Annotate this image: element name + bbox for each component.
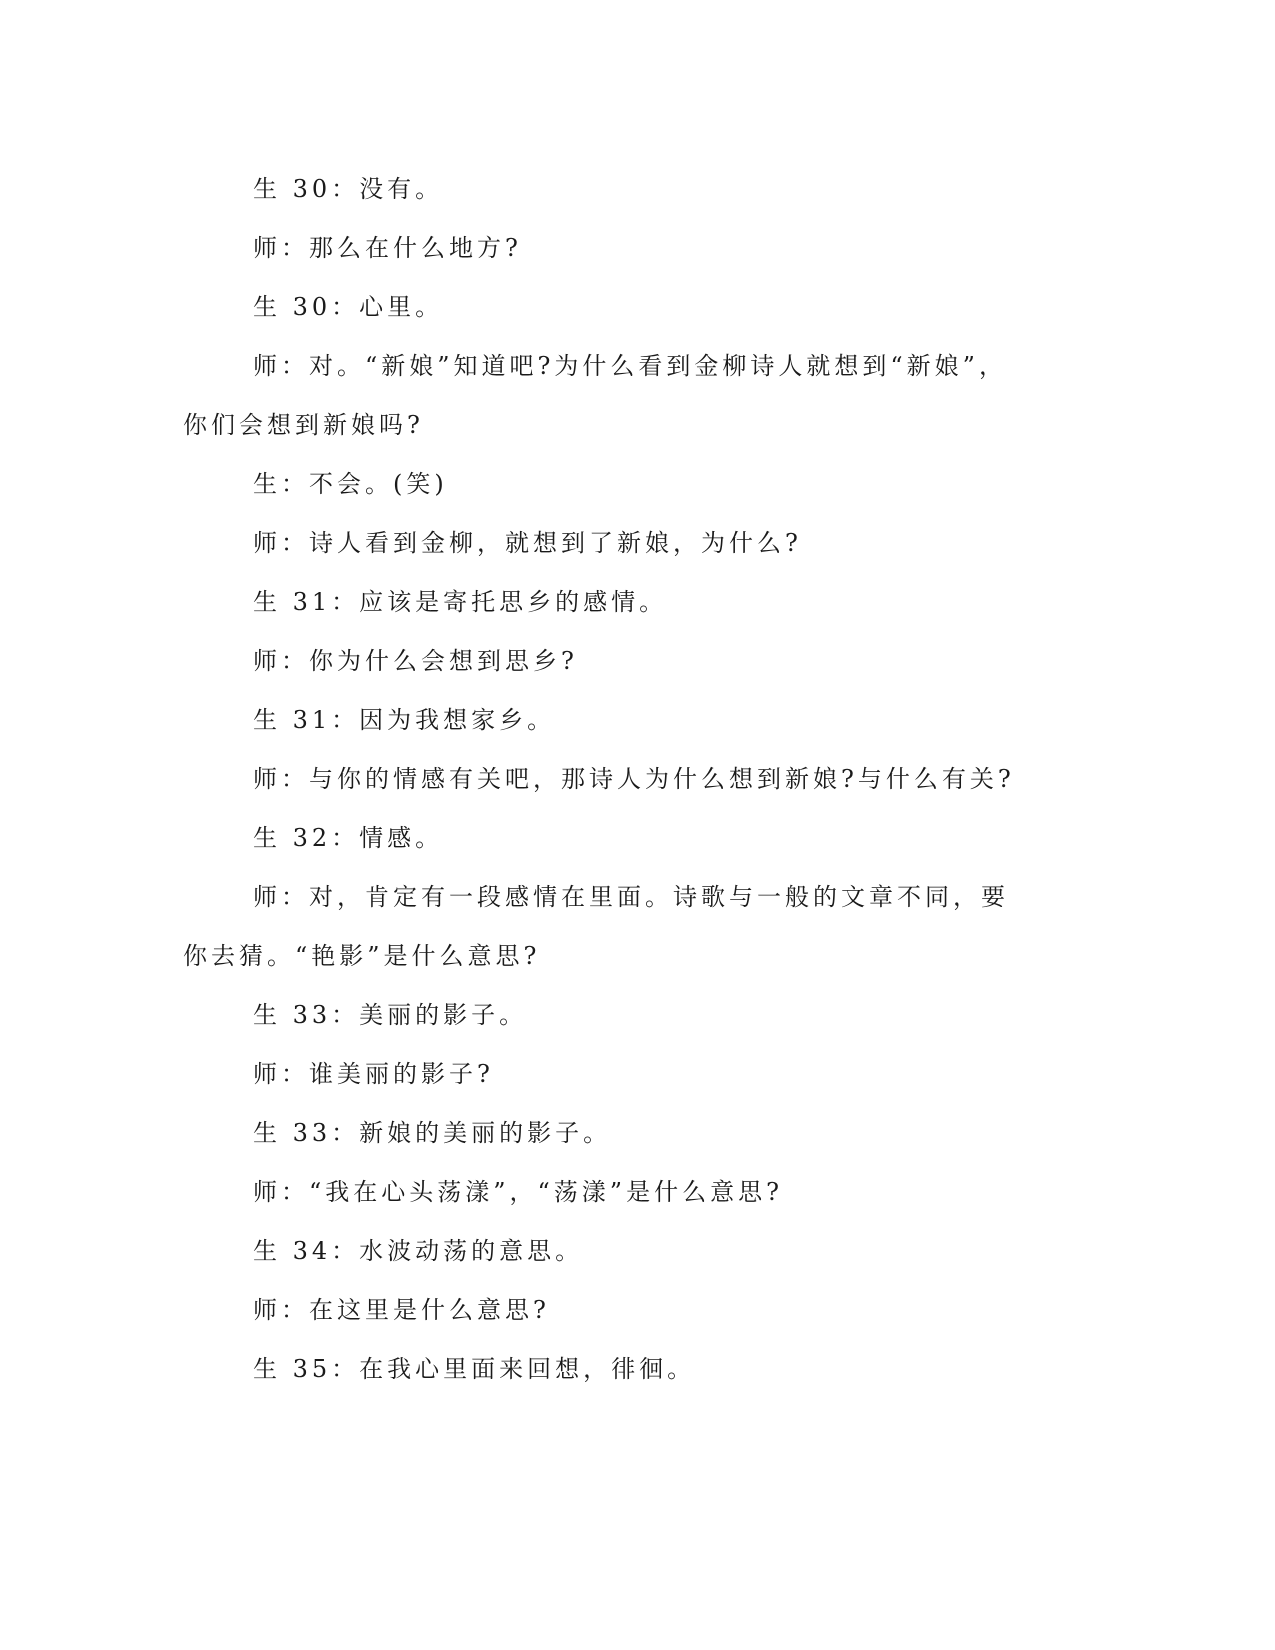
dialogue-line: 生 33：新娘的美丽的影子。	[253, 1119, 612, 1147]
document-body	[183, 160, 1033, 1399]
dialogue-line: 师：那么在什么地方?	[253, 234, 522, 262]
dialogue-line: 生 30：心里。	[253, 293, 444, 321]
dialogue-line: 生 30：没有。	[253, 175, 444, 203]
dialogue-line: 师：对。“新娘”知道吧?为什么看到金柳诗人就想到“新娘”，你们会想到新娘吗?	[183, 352, 1007, 439]
dialogue-line: 生 31：应该是寄托思乡的感情。	[253, 588, 668, 616]
dialogue-line: 生 34：水波动荡的意思。	[253, 1237, 584, 1265]
dialogue-line: 师：对，肯定有一段感情在里面。诗歌与一般的文章不同，要你去猜。“艳影”是什么意思?	[183, 883, 1009, 970]
dialogue-line: 生 31：因为我想家乡。	[253, 706, 556, 734]
dialogue-line: 师：诗人看到金柳，就想到了新娘，为什么?	[253, 529, 802, 557]
dialogue-line: 师：谁美丽的影子?	[253, 1060, 494, 1088]
dialogue-line: 师：与你的情感有关吧，那诗人为什么想到新娘?与什么有关?	[253, 765, 1015, 793]
dialogue-line: 师：你为什么会想到思乡?	[253, 647, 578, 675]
dialogue-line: 师：“我在心头荡漾”，“荡漾”是什么意思?	[253, 1178, 783, 1206]
dialogue-line: 生 32：情感。	[253, 824, 444, 852]
dialogue-line: 生：不会。(笑)	[253, 470, 448, 498]
dialogue-line: 师：在这里是什么意思?	[253, 1296, 550, 1324]
dialogue-line: 生 35：在我心里面来回想，徘徊。	[253, 1355, 696, 1383]
dialogue-line: 生 33：美丽的影子。	[253, 1001, 528, 1029]
